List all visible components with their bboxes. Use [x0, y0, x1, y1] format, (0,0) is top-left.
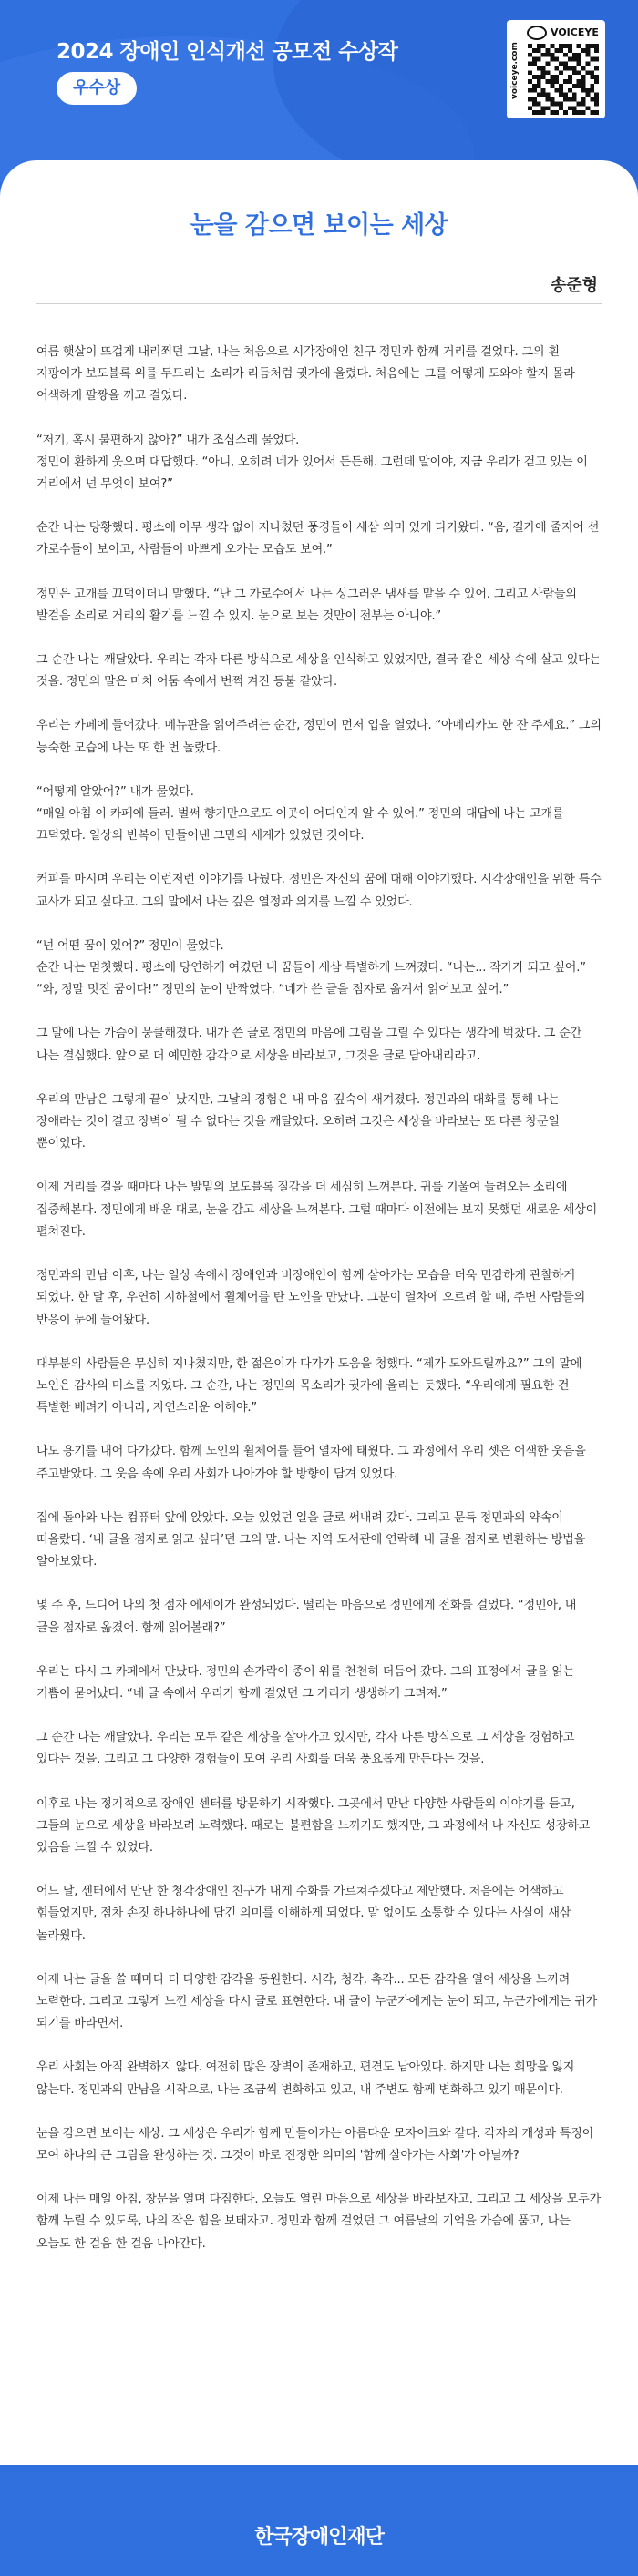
paragraph: 나도 용기를 내어 다가갔다. 함께 노인의 휠체어를 들어 열차에 태웠다. 그 과정에서 우리 셋은 어색한 웃음을 주고받았다. 그 웃음 속에 우리 사회가 나아가야 할 방향이 담겨 있었다. — [36, 1445, 586, 1481]
header-banner — [0, 0, 638, 182]
paragraph: 어느 날, 센터에서 만난 한 청각장애인 친구가 내게 수화를 가르쳐주겠다고 제안했다. 처음에는 어색하고 힘들었지만, 점차 손짓 하나하나에 담긴 의미를 이해하게 되었다. 말 없이도 소통할 수 있다는 사실이 새삼 놀라웠다. — [36, 1885, 571, 1943]
paragraph: 몇 주 후, 드디어 나의 첫 점자 에세이가 완성되었다. 떨리는 마음으로 정민에게 전화를 걸었다. “정민아, 내 글을 점자로 옮겼어. 함께 읽어볼래?” — [36, 1599, 577, 1635]
voiceye-logo-icon — [527, 26, 547, 40]
paragraph: 대부분의 사람들은 무심히 지나쳤지만, 한 젊은이가 다가가 도움을 청했다. “제가 도와드릴까요?” 그의 말에 노인은 감사의 미소를 지었다. 그 순간, 나는 정민의 목소리가 귓가에 울리는 듯했다. “우리에게 필요한 건 특별한 배려가 아니라, 자연스러운 이해야.” — [36, 1356, 582, 1416]
paragraph: 이제 거리를 걸을 때마다 나는 발밑의 보도블록 질감을 더 세심히 느껴본다. 귀를 기울여 들려오는 소리에 집중해본다. 정민에게 배운 대로, 눈을 감고 세상을 느껴본다. 그럴 때마다 이전에는 보지 못했던 새로운 세상이 펼쳐진다. — [36, 1181, 598, 1239]
paragraph: “어떻게 알았어?” 내가 물었다. “매일 아침 이 카페에 들러. 벌써 향기만으로도 이곳이 어디인지 알 수 있어.” 정민의 대답에 나는 고개를 끄덕였다. 일상의 반복이 만들어낸 그만의 세계가 있었던 것이다. — [36, 784, 564, 843]
paragraph: 그 순간 나는 깨달았다. 우리는 모두 같은 세상을 살아가고 있지만, 각자 다른 방식으로 그 세상을 경험하고 있다는 것을. 그리고 그 다양한 경험들이 모여 우리 사회를 더욱 풍요롭게 만든다는 것을. — [36, 1731, 575, 1767]
paragraph: 커피를 마시며 우리는 이런저런 이야기를 나눴다. 정민은 자신의 꿈에 대해 이야기했다. 시각장애인을 위한 특수 교사가 되고 싶다고. 그의 말에서 나는 깊은 열정과 의지를 느낄 수 있었다. — [36, 873, 602, 909]
voiceye-code-icon — [527, 44, 600, 115]
paragraph: 이제 나는 매일 아침, 창문을 열며 다짐한다. 오늘도 열린 마음으로 세상을 바라보자고. 그리고 그 세상을 모두가 함께 누릴 수 있도록, 나의 작은 힘을 보태자고. 정민과 함께 걸었던 그 여름날의 기억을 가슴에 품고, 나는 오늘도 한 걸음 한 걸음 나아간다. — [36, 2193, 602, 2251]
award-badge: 우수상 — [57, 72, 137, 105]
paragraph: 이후로 나는 정기적으로 장애인 센터를 방문하기 시작했다. 그곳에서 만난 다양한 사람들의 이야기를 듣고, 그들의 눈으로 세상을 바라보려 노력했다. 때로는 불편함을 느끼기도 했지만, 그 과정에서 나 자신도 성장하고 있음을 느낄 수 있었다. — [36, 1796, 591, 1855]
document-title: 눈을 감으면 보이는 세상 — [190, 211, 448, 240]
essay-body — [36, 342, 602, 2277]
author-name: 송준형 — [550, 276, 598, 295]
award-title: 2024 장애인 인식개선 공모전 수상작 — [57, 40, 398, 64]
paragraph: 이제 나는 글을 쓸 때마다 더 다양한 감각을 동원한다. 시각, 청각, 촉각... 모든 감각을 열어 세상을 느끼려 노력한다. 그리고 그렇게 느낀 세상을 다시 글로 표현한다. 내 글이 누군가에게는 눈이 되고, 누군가에게는 귀가 되기를 바라면서. — [36, 1972, 598, 2031]
paragraph: 눈을 감으면 보이는 세상. 그 세상은 우리가 함께 만들어가는 아름다운 모자이크와 같다. 각자의 개성과 특징이 모여 하나의 큰 그림을 완성하는 것. 그것이 바로 진정한 의미의 '함께 살아가는 사회'가 아닐까? — [36, 2126, 594, 2162]
voiceye-code-card[interactable] — [507, 20, 605, 118]
paragraph: “저기, 혹시 불편하지 않아?” 내가 조심스레 물었다. 정민이 환하게 웃으며 대답했다. “아니, 오히려 네가 있어서 든든해. 그런데 말이야, 지금 우리가 걷고 있는 이 거리에서 넌 무엇이 보여?” — [36, 433, 588, 492]
paragraph: 여름 햇살이 뜨겁게 내리쬐던 그날, 나는 처음으로 시각장애인 친구 정민과 함께 거리를 걸었다. 그의 흰 지팡이가 보도블록 위를 두드리는 소리가 리듬처럼 귓가에 울렸다. 처음에는 그를 어떻게 도와야 할지 몰라 어색하게 팔짱을 끼고 걸었다. — [36, 345, 575, 404]
voiceye-url: voiceye.com — [510, 42, 520, 100]
paragraph: 그 말에 나는 가슴이 뭉클해졌다. 내가 쓴 글로 정민의 마음에 그림을 그릴 수 있다는 생각에 벅찼다. 그 순간 나는 결심했다. 앞으로 더 예민한 감각으로 세상을 바라보고, 그것을 글로 담아내리라고. — [36, 1027, 582, 1063]
paragraph: 우리의 만남은 그렇게 끝이 났지만, 그날의 경험은 내 마음 깊숙이 새겨졌다. 정민과의 대화를 통해 나는 장애라는 것이 결코 장벽이 될 수 없다는 것을 깨달았다. 오히려 그것은 세상을 바라보는 또 다른 창문일 뿐이었다. — [36, 1092, 560, 1151]
paragraph: 정민은 고개를 끄덕이더니 말했다. “난 그 가로수에서 나는 싱그러운 냄새를 맡을 수 있어. 그리고 사람들의 발걸음 소리로 거리의 활기를 느낄 수 있지. 눈으로 보는 것만이 전부는 아니야.” — [36, 587, 577, 623]
paragraph: “넌 어떤 꿈이 있어?” 정민이 물었다. 순간 나는 멈칫했다. 평소에 당연하게 여겼던 내 꿈들이 새삼 특별하게 느껴졌다. “나는... 작가가 되고 싶어.” “와, 정말 멋진 꿈이다!” 정민의 눈이 반짝였다. “네가 쓴 글을 점자로 옮겨서 읽어보고 싶어.” — [36, 938, 586, 997]
paragraph: 정민과의 만남 이후, 나는 일상 속에서 장애인과 비장애인이 함께 살아가는 모습을 더욱 민감하게 관찰하게 되었다. 한 달 후, 우연히 지하철에서 휠체어를 탄 노인을 만났다. 그분이 열차에 오르려 할 때, 주변 사람들의 반응이 눈에 들어왔다. — [36, 1269, 586, 1327]
paragraph: 집에 돌아와 나는 컴퓨터 앞에 앉았다. 오늘 있었던 일을 글로 써내려 갔다. 그리고 문득 정민과의 약속이 떠올랐다. ‘내 글을 점자로 읽고 싶다’던 그의 말. 나는 지역 도서관에 연락해 내 글을 점자로 변환하는 방법을 알아보았다. — [36, 1510, 586, 1569]
divider — [36, 303, 602, 304]
paragraph: 순간 나는 당황했다. 평소에 아무 생각 없이 지나쳤던 풍경들이 새삼 의미 있게 다가왔다. “음, 길가에 줄지어 선 가로수들이 보이고, 사람들이 바쁘게 오가는 모습도 보여.” — [36, 521, 600, 557]
paragraph: 그 순간 나는 깨달았다. 우리는 각자 다른 방식으로 세상을 인식하고 있었지만, 결국 같은 세상 속에 살고 있다는 것을. 정민의 말은 마치 어둠 속에서 번쩍 켜진 등불 같았다. — [36, 653, 602, 690]
paragraph: 우리 사회는 아직 완벽하지 않다. 여전히 많은 장벽이 존재하고, 편견도 남아있다. 하지만 나는 희망을 잃지 않는다. 정민과의 만남을 시작으로, 나는 조금씩 변화하고 있고, 내 주변도 함께 변화하고 있기 때문이다. — [36, 2060, 575, 2097]
footer-band — [0, 2465, 638, 2576]
paragraph: 우리는 카페에 들어갔다. 메뉴판을 읽어주려는 순간, 정민이 먼저 입을 열었다. “아메리카노 한 잔 주세요.” 그의 능숙한 모습에 나는 또 한 번 놀랐다. — [36, 719, 602, 755]
foundation-logo: 한국장애인재단 — [254, 2526, 384, 2549]
paragraph: 우리는 다시 그 카페에서 만났다. 정민의 손가락이 종이 위를 천천히 더듬어 갔다. 그의 표정에서 글을 읽는 기쁨이 묻어났다. “네 글 속에서 우리가 함께 걸었던 그 거리가 생생하게 그려져.” — [36, 1664, 575, 1701]
voiceye-brand: VOICEYE — [551, 26, 599, 38]
